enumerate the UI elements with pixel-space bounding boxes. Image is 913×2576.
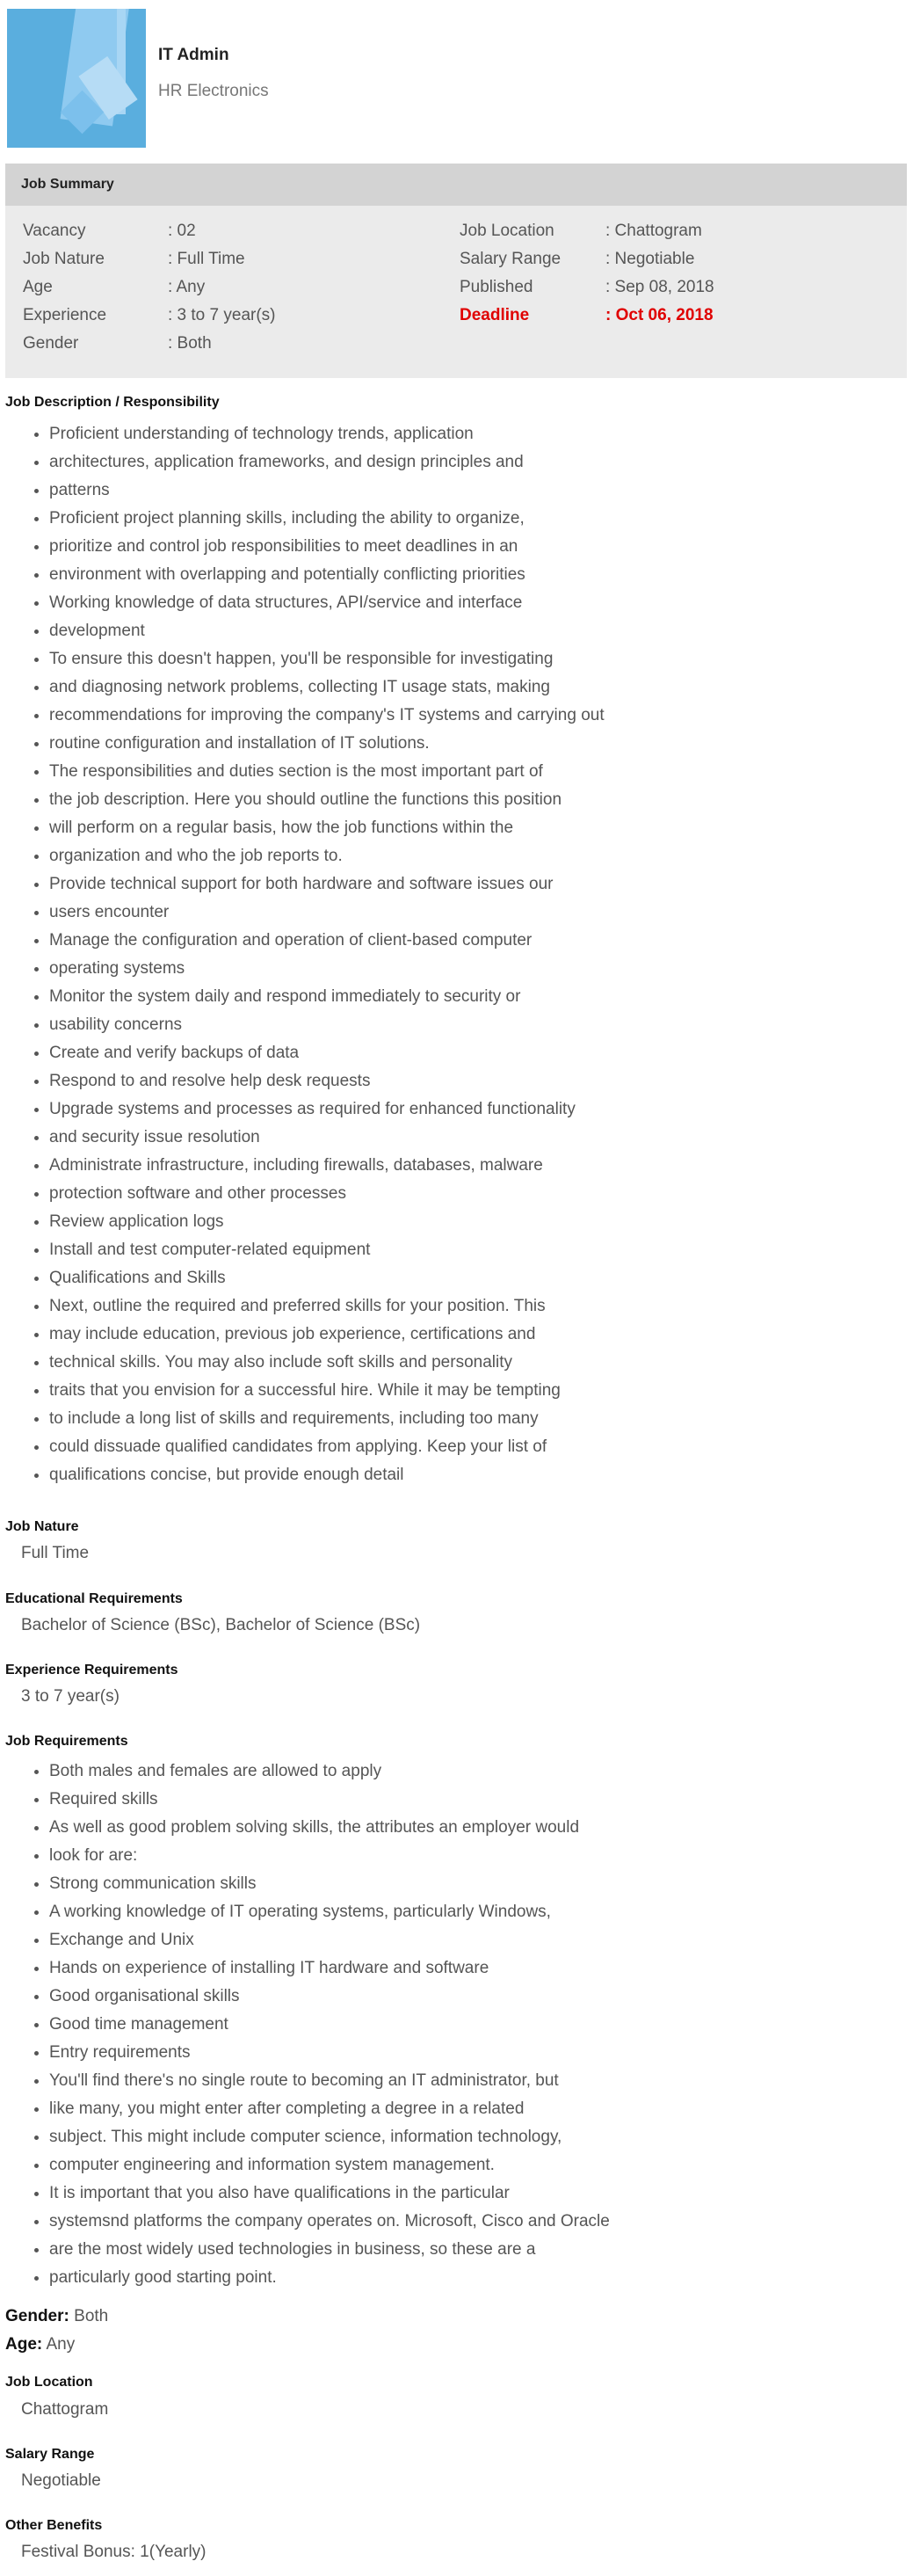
education-value: Bachelor of Science (BSc), Bachelor of Science (BSc) [21,1616,421,1634]
list-item: • look for are: [49,1842,610,1870]
list-item: • Proficient project planning skills, including the ability to organize, [49,505,605,533]
list-item: • organization and who the job reports to. [49,842,605,870]
list-item: • architectures, application frameworks, and design principles and [49,448,605,477]
list-item: • technical skills. You may also include soft skills and personality [49,1349,605,1377]
list-item: • users encounter [49,899,605,927]
list-item: • Respond to and resolve help desk requests [49,1067,605,1095]
list-item: • patterns [49,477,605,505]
experience-heading: Experience Requirements [5,1663,178,1677]
list-item: • Create and verify backups of data [49,1039,605,1067]
list-item: • are the most widely used technologies in business, so these are a [49,2236,610,2264]
list-item: • Qualifications and Skills [49,1264,605,1292]
list-item: • Good organisational skills [49,1983,610,2011]
list-item: • will perform on a regular basis, how the job functions within the [49,814,605,842]
list-item: • Both males and females are allowed to apply [49,1757,610,1786]
other-benefits-value: Festival Bonus: 1(Yearly) [21,2543,207,2561]
list-item: • protection software and other processes [49,1180,605,1208]
list-item: • Install and test computer-related equipment [49,1236,605,1264]
list-item: • You'll find there's no single route to becoming an IT administrator, but [49,2067,610,2095]
list-item: • environment with overlapping and potentially conflicting priorities [49,561,605,589]
list-item: • Strong communication skills [49,1870,610,1898]
list-item: • Monitor the system daily and respond immediately to security or [49,983,605,1011]
list-item: • the job description. Here you should outline the functions this position [49,786,605,814]
list-item: • and diagnosing network problems, collecting IT usage stats, making [49,673,605,702]
list-item: • Working knowledge of data structures, API/service and interface [49,589,605,617]
job-summary-heading: Job Summary [5,164,907,206]
list-item: • subject. This might include computer science, information technology, [49,2123,610,2151]
salary-range-value: Negotiable [21,2471,101,2490]
job-nature-heading: Job Nature [5,1519,79,1534]
list-item: • The responsibilities and duties section is the most important part of [49,758,605,786]
list-item: • Next, outline the required and preferred skills for your position. This [49,1292,605,1321]
list-item: • Upgrade systems and processes as required for enhanced functionality [49,1095,605,1124]
list-item: • routine configuration and installation of IT solutions. [49,730,605,758]
list-item: • Required skills [49,1786,610,1814]
list-item: • computer engineering and information system management. [49,2151,610,2179]
list-item: • recommendations for improving the company's IT systems and carrying out [49,702,605,730]
list-item: • Provide technical support for both hardware and software issues our [49,870,605,899]
age-value: Any [46,2335,76,2354]
list-item: • To ensure this doesn't happen, you'll be responsible for investigating [49,645,605,673]
list-item: • particularly good starting point. [49,2264,610,2292]
job-nature-value: Full Time [21,1544,90,1562]
company-logo [7,9,146,148]
list-item: • Entry requirements [49,2039,610,2067]
job-location-heading: Job Location [5,2375,93,2390]
job-description-heading: Job Description / Responsibility [5,395,220,410]
list-item: • Good time management [49,2011,610,2039]
education-heading: Educational Requirements [5,1591,183,1606]
list-item: • and security issue resolution [49,1124,605,1152]
list-item: • to include a long list of skills and requirements, including too many [49,1405,605,1433]
company-header [7,9,903,149]
list-item: • Exchange and Unix [49,1926,610,1954]
list-item: • systemsnd platforms the company operates on. Microsoft, Cisco and Oracle [49,2208,610,2236]
list-item: • Hands on experience of installing IT hardware and software [49,1954,610,1983]
gender-label: Gender: [5,2307,69,2325]
company-name: HR Electronics [158,82,269,100]
experience-value: 3 to 7 year(s) [21,1687,120,1706]
list-item: • operating systems [49,955,605,983]
other-benefits-heading: Other Benefits [5,2518,103,2533]
job-title: IT Admin [158,46,229,64]
gender-line [5,2307,108,2326]
job-requirements-heading: Job Requirements [5,1734,128,1749]
list-item: • A working knowledge of IT operating systems, particularly Windows, [49,1898,610,1926]
job-description-list [26,420,605,1489]
list-item: • Proficient understanding of technology trends, application [49,420,605,448]
job-requirements-list [26,1757,610,2292]
list-item: • Manage the configuration and operation of client-based computer [49,927,605,955]
list-item: • development [49,617,605,645]
salary-range-heading: Salary Range [5,2447,95,2462]
list-item: • usability concerns [49,1011,605,1039]
list-item: • qualifications concise, but provide enough detail [49,1461,605,1489]
list-item: • like many, you might enter after completing a degree in a related [49,2095,610,2123]
gender-value: Both [74,2307,109,2325]
age-line [5,2335,75,2354]
job-location-value: Chattogram [21,2400,109,2419]
list-item: • traits that you envision for a successful hire. While it may be tempting [49,1377,605,1405]
age-label: Age: [5,2335,43,2354]
job-summary-panel: Job Summary Vacancy : 02 Job Nature : Full Time Age : Any Experience : 3 to 7 year(s) Gender : Both Job Location : Chattogram Salary Range : Negotiable Published : Sep 08, 2018 Deadline : Oct 06, 2018 [5,164,907,378]
list-item: • Review application logs [49,1208,605,1236]
list-item: • could dissuade qualified candidates from applying. Keep your list of [49,1433,605,1461]
list-item: • As well as good problem solving skills, the attributes an employer would [49,1814,610,1842]
list-item: • prioritize and control job responsibilities to meet deadlines in an [49,533,605,561]
list-item: • may include education, previous job experience, certifications and [49,1321,605,1349]
list-item: • Administrate infrastructure, including firewalls, databases, malware [49,1152,605,1180]
list-item: • It is important that you also have qualifications in the particular [49,2179,610,2208]
